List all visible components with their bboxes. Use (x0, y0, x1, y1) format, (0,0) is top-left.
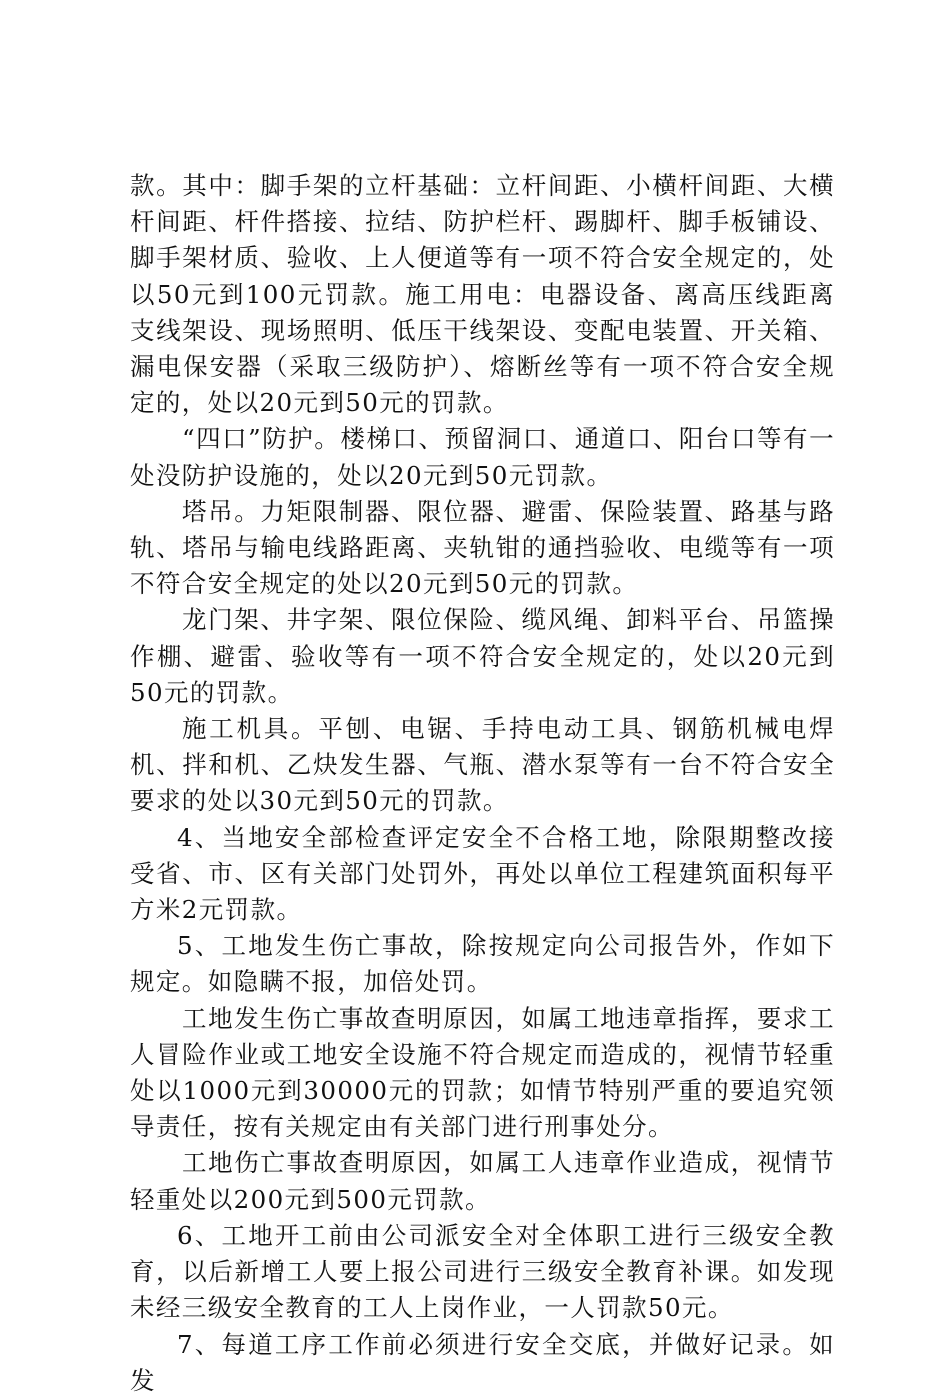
paragraph-accident-site-violation: 工地发生伤亡事故查明原因，如属工地违章指挥，要求工人冒险作业或工地安全设施不符合规定而造成的，视情节轻重处以1000元到30000元的罚款；如情节特别严重的要追究领导责任，按有关规定由有关部门进行刑事处分。 (130, 1003, 835, 1142)
paragraph-gantry-frame: 龙门架、井字架、限位保险、缆风绳、卸料平台、吊篮操作棚、避雷、验收等有一项不符合安全规定的，处以20元到50元的罚款。 (130, 605, 835, 707)
paragraph-item-7: 7、每道工序工作前必须进行安全交底，并做好记录。如发 (130, 1329, 835, 1395)
paragraph-item-6: 6、工地开工前由公司派安全对全体职工进行三级安全教育，以后新增工人要上报公司进行三级安全教育补课。如发现未经三级安全教育的工人上岗作业，一人罚款50元。 (130, 1220, 835, 1323)
paragraph-item-5: 5、工地发生伤亡事故，除按规定向公司报告外，作如下规定。如隐瞒不报，加倍处罚。 (130, 931, 835, 997)
document-body (130, 168, 835, 1399)
paragraph-construction-machinery: 施工机具。平刨、电锯、手持电动工具、钢筋机械电焊机、拌和机、乙炔发生器、气瓶、潜水泵等有一台不符合安全要求的处以30元到50元的罚款。 (130, 714, 835, 816)
paragraph-scaffold-and-electrical: 款。其中：脚手架的立杆基础：立杆间距、小横杆间距、大横杆间距、杆件搭接、拉结、防护栏杆、踢脚杆、脚手板铺设、脚手架材质、验收、上人便道等有一项不符合安全规定的，处以50元到100元罚款。施工用电：电器设备、离高压线距离支线架设、现场照明、低压干线架设、变配电装置、开关箱、漏电保安器（采取三级防护）、熔断丝等有一项不符合安全规定的，处以20元到50元的罚款。 (130, 171, 835, 418)
paragraph-item-4: 4、当地安全部检查评定安全不合格工地，除限期整改接受省、市、区有关部门处罚外，再处以单位工程建筑面积每平方米2元罚款。 (130, 822, 835, 925)
paragraph-tower-crane: 塔吊。力矩限制器、限位器、避雷、保险装置、路基与路轨、塔吊与输电线路距离、夹轨钳的通挡验收、电缆等有一项不符合安全规定的处以20元到50元的罚款。 (130, 496, 835, 599)
paragraph-four-openings: “四口”防护。楼梯口、预留洞口、通道口、阳台口等有一处没防护设施的，处以20元到50元罚款。 (130, 424, 835, 490)
paragraph-accident-worker-violation: 工地伤亡事故查明原因，如属工人违章作业造成，视情节轻重处以200元到500元罚款。 (130, 1148, 835, 1214)
